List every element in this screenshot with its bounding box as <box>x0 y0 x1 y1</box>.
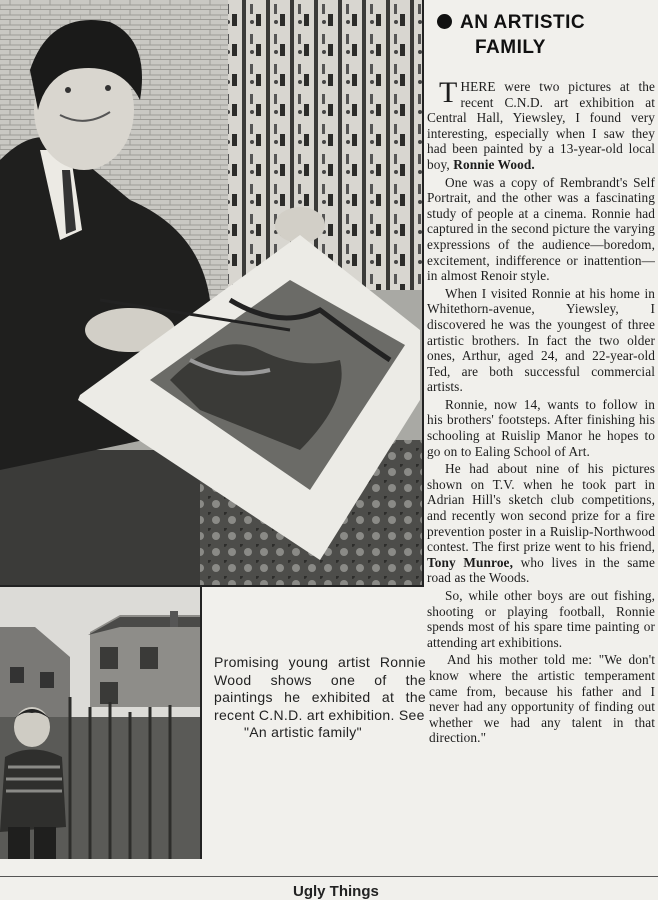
main-photo <box>0 0 424 587</box>
headline-line1: AN ARTISTIC <box>460 12 586 33</box>
caption-see-reference: "An artistic family" <box>244 724 362 740</box>
article-paragraph: When I visited Ronnie at his home in Whitethorn-avenue, Yiewsley, I discovered he was the youngest of three artistic brothers. In fact the two older ones, Arthur, aged 24, and 22-year-old Ted, are both successful commercial artists. <box>427 285 655 395</box>
article-paragraph: And his mother told me: "We don't know where the artistic temperament came from, because his father and I never had any opportunity of finding out whether we had any talent in that direction." <box>429 652 655 746</box>
article-paragraph: Ronnie, now 14, wants to follow in his brothers' footsteps. After finishing his schooling at Ruislip Manor he hopes to go on to Ealing School of Art. <box>427 396 655 459</box>
name-tony-munroe: Tony Munroe, <box>427 554 513 570</box>
article-paragraph: THERE were two pictures at the recent C.N.D. art exhibition at Central Hall, Yiewsley, I found very interesting, especially when I saw they had been painted by a 13-year-old local boy, Ronnie Wood. <box>427 76 655 172</box>
next-article-title: Ugly Things <box>293 883 379 900</box>
headline-line2: FAMILY <box>475 37 546 58</box>
main-photo-artwork <box>0 0 422 585</box>
photo-caption <box>214 654 426 742</box>
article-paragraph: He had about nine of his pictures shown on T.V. when he took part in Adrian Hill's sketch club competitions, and recently won second prize for a fire prevention poster in a Ruislip-Northwood contest. The first prize went to his friend, Tony Munroe, who lives in the same road as the Woods. <box>427 461 655 586</box>
name-ronnie-wood: Ronnie Wood. <box>453 156 535 172</box>
article-headline <box>437 10 655 60</box>
article-paragraph: One was a copy of Rembrandt's Self Portrait, and the other was a fascinating study of people at a cinema. Ronnie had captured in the second picture the varying expressions of the audience—boredom, excitement, indifference or inattention—in almost Renoir style. <box>427 174 655 284</box>
caption-text: Promising young artist Ronnie Wood shows one of the paintings he exhibited at the recent C.N.D. art exhibition. See <box>214 654 426 723</box>
inset-photo-artwork <box>0 587 200 859</box>
inset-photo <box>0 585 202 859</box>
headline-bullet-icon <box>437 14 452 29</box>
article-body <box>427 76 655 748</box>
article-paragraph: So, while other boys are out fishing, shooting or playing football, Ronnie spends most of his spare time painting or attending art exhibitions. <box>427 588 655 650</box>
page-footer <box>0 876 658 900</box>
